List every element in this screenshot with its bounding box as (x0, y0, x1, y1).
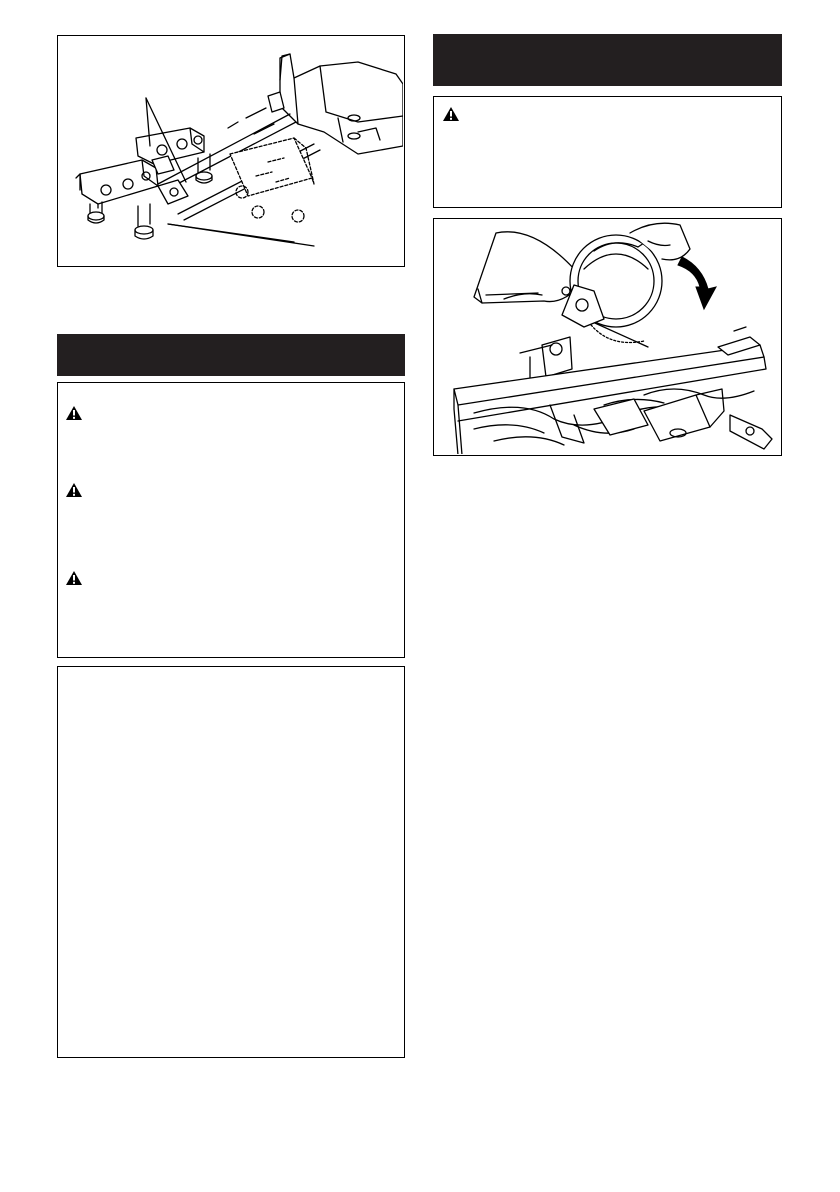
warning-triangle-icon (65, 570, 83, 586)
warning-box-left (57, 382, 405, 658)
warning-triangle-icon (65, 405, 83, 421)
holder-assembly-figure (57, 35, 405, 267)
warning-triangle-icon (65, 482, 83, 498)
downward-arrow-icon (678, 257, 716, 309)
warning-box-right (433, 96, 782, 208)
section-header-right (433, 34, 782, 86)
note-box-left (57, 666, 405, 1058)
warning-triangle-icon (442, 106, 460, 122)
miter-saw-figure (433, 218, 782, 456)
section-header-left (57, 334, 405, 376)
holder-assembly-illustration (58, 36, 403, 265)
miter-saw-illustration (434, 219, 780, 454)
